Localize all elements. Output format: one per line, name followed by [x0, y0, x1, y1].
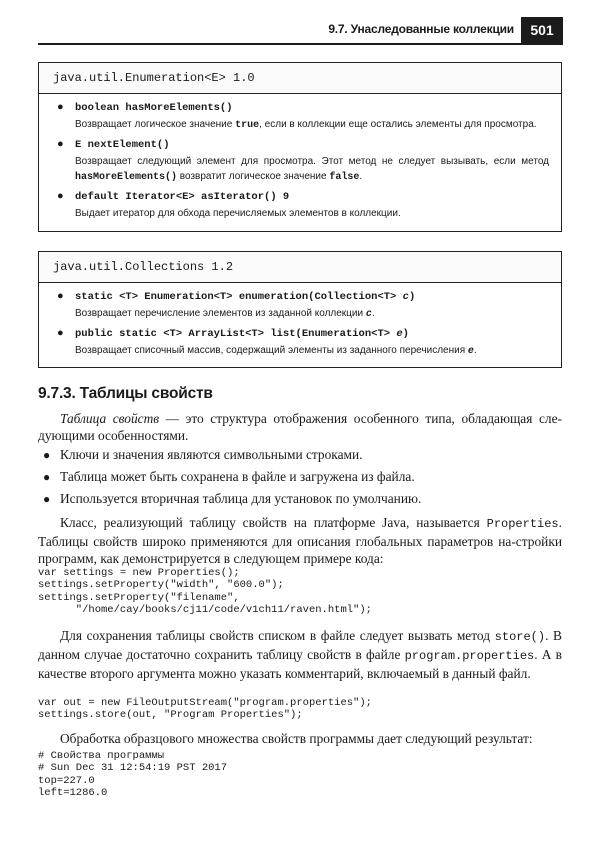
- method-description: Возвращает следующий элемент для просмотра. Этот метод не следует вызывать, если метод hasMoreElements() возвратит логическое значение false.: [75, 156, 549, 183]
- code-listing-output: # Свойства программы # Sun Dec 31 12:54:19 PST 2017 top=227.0 left=1286.0: [38, 750, 228, 800]
- api-item: [53, 137, 549, 185]
- api-item: [53, 100, 549, 133]
- bullet-icon: ●: [43, 470, 51, 484]
- paragraph-store: Для сохранения таблицы свойств списком в файле следует вызвать метод store(). В данном случае достаточно сохранить таблицу свойств в файле program.properties. А в качестве второго аргумента можно указать комментарий, включаемый в данный файл.: [38, 628, 562, 681]
- method-signature: E nextElement(): [75, 139, 170, 151]
- bullet-icon: ●: [43, 448, 51, 462]
- code-listing-store: var out = new FileOutputStream("program.properties"); settings.store(out, "Program Properties");: [38, 697, 372, 722]
- list-item: ● Ключи и значения являются символьными строками.: [38, 444, 562, 466]
- header-divider: [38, 43, 563, 45]
- bullet-icon: ●: [57, 290, 64, 302]
- api-box-collections: [38, 251, 562, 368]
- api-box-heading: java.util.Enumeration<E> 1.0: [39, 63, 561, 94]
- method-signature: static <T> Enumeration<T> enumeration(Collection<T> c): [75, 291, 416, 303]
- method-signature: public static <T> ArrayList<T> list(Enumeration<T> e): [75, 328, 409, 340]
- code-listing-settings: var settings = new Properties(); settings.setProperty("width", "600.0"); settings.setProperty("filename", "/home/cay/books/cj11/code/v1ch11/raven.html");: [38, 567, 372, 617]
- list-item: ● Используется вторичная таблица для установок по умолчанию.: [38, 488, 562, 510]
- method-description: Возвращает перечисление элементов из заданной коллекции с.: [75, 308, 375, 320]
- api-box-heading: java.util.Collections 1.2: [39, 252, 561, 283]
- bullet-icon: ●: [43, 492, 51, 506]
- bullet-icon: ●: [57, 190, 64, 202]
- running-header-title: 9.7. Унаследованные коллекции: [328, 22, 514, 36]
- api-item: [53, 189, 549, 221]
- page-number: 501: [521, 17, 563, 43]
- paragraph-properties: Класс, реализующий таблицу свойств на платформе Java, называется Properties. Таблицы свойств широко применяются для описания глобальных параметров на-стройки программ, как демонстрируется в следующем примере кода:: [38, 515, 562, 566]
- list-item: ● Таблица может быть сохранена в файле и загружена из файла.: [38, 466, 562, 488]
- method-description: Возвращает списочный массив, содержащий элементы из заданного перечисления e.: [75, 345, 477, 357]
- api-item: [53, 289, 549, 322]
- api-item: [53, 326, 549, 359]
- api-box-enumeration: [38, 62, 562, 232]
- intro-paragraph: Таблица свойств — это структура отображения особенного типа, обладающая сле-дующими особенностями.: [38, 411, 562, 443]
- method-description: Возвращает логическое значение true, если в коллекции еще остались элементы для просмотра.: [75, 119, 537, 131]
- bullet-icon: ●: [57, 327, 64, 339]
- feature-list: [38, 444, 562, 510]
- bullet-icon: ●: [57, 138, 64, 150]
- paragraph-result: Обработка образцового множества свойств программы дает следующий результат:: [60, 731, 533, 746]
- method-signature: default Iterator<E> asIterator() 9: [75, 191, 290, 203]
- method-signature: boolean hasMoreElements(): [75, 102, 233, 114]
- bullet-icon: ●: [57, 101, 64, 113]
- section-heading: 9.7.3. Таблицы свойств: [38, 385, 213, 402]
- method-description: Выдает итератор для обхода перечисляемых элементов в коллекции.: [75, 208, 401, 219]
